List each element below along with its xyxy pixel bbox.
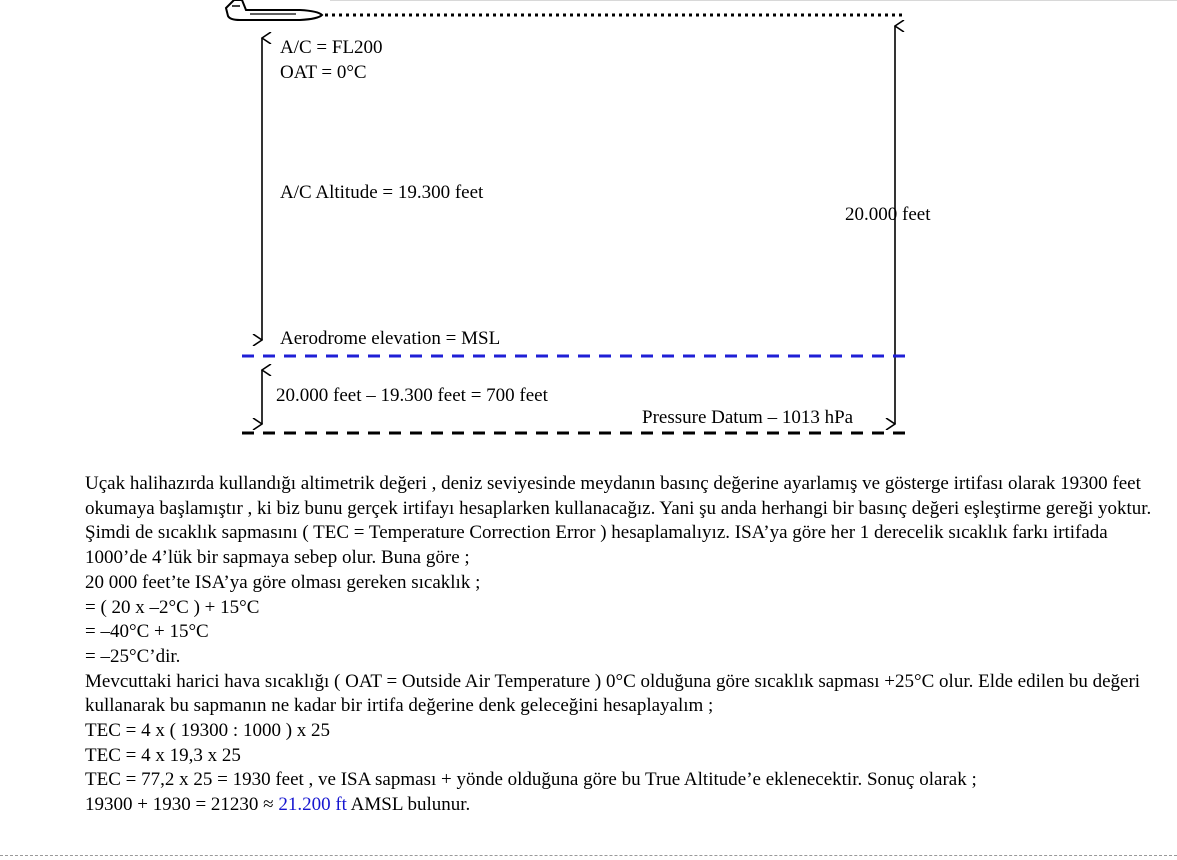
pressure-datum-label: Pressure Datum – 1013 hPa [642, 407, 854, 428]
paragraph: = –40°C + 15°C [85, 621, 209, 643]
explanation-text [85, 472, 1165, 818]
paragraph: 20 000 feet’te ISA’ya göre olması gereken sıcaklık ; [85, 571, 481, 593]
aerodrome-label: Aerodrome elevation = MSL [280, 328, 501, 349]
result-prefix: 19300 + 1930 = 21230 ≈ [85, 794, 279, 816]
ac-level-label: A/C = FL200 [280, 37, 383, 58]
result-suffix: AMSL bulunur. [346, 794, 471, 816]
result-line [85, 793, 1165, 818]
bottom-divider [0, 855, 1177, 856]
paragraph: TEC = 4 x 19,3 x 25 [85, 744, 241, 766]
airplane-icon [226, 0, 322, 20]
paragraph: Uçak halihazırda kullandığı altimetrik değeri , deniz seviyesinde meydanın basınç değerine ayarlamış ve gösterge irtifası olarak 19300 feet okumaya başlamıştır , ki biz bunu gerçek irtifayı hesaplarken kullanacağız. Yani şu anda herhangi bir basınç değeri eşleştirme gereği yoktur. [85, 473, 1152, 519]
ac-altitude-label: A/C Altitude = 19.300 feet [280, 182, 484, 203]
paragraph: TEC = 77,2 x 25 = 1930 feet , ve ISA sapması + yönde olduğuna göre bu True Altitude’e eklenecektir. Sonuç olarak ; [85, 769, 977, 791]
paragraph: Şimdi de sıcaklık sapmasını ( TEC = Temperature Correction Error ) hesaplamalıyız. ISA’ya göre her 1 derecelik sıcaklık farkı irtifada 1000’de 4’lük bir sapmaya sebep olur. Buna göre ; [85, 522, 1108, 569]
paragraph: = –25°C’dir. [85, 645, 181, 667]
result-value: 21.200 ft [278, 794, 347, 816]
oat-label: OAT = 0°C [280, 62, 367, 83]
paragraph: = ( 20 x –2°C ) + 15°C [85, 596, 260, 618]
paragraph: TEC = 4 x ( 19300 : 1000 ) x 25 [85, 720, 331, 742]
difference-label: 20.000 feet – 19.300 feet = 700 feet [276, 385, 548, 406]
paragraph: Mevcuttaki harici hava sıcaklığı ( OAT = Outside Air Temperature ) 0°C olduğuna göre sıcaklık sapması +25°C olur. Elde edilen bu değeri kullanarak bu sapmanın ne kadar bir irtifa değerine denk geleceğini hesaplayalım ; [85, 670, 1141, 717]
total-height-label: 20.000 feet [845, 204, 931, 225]
